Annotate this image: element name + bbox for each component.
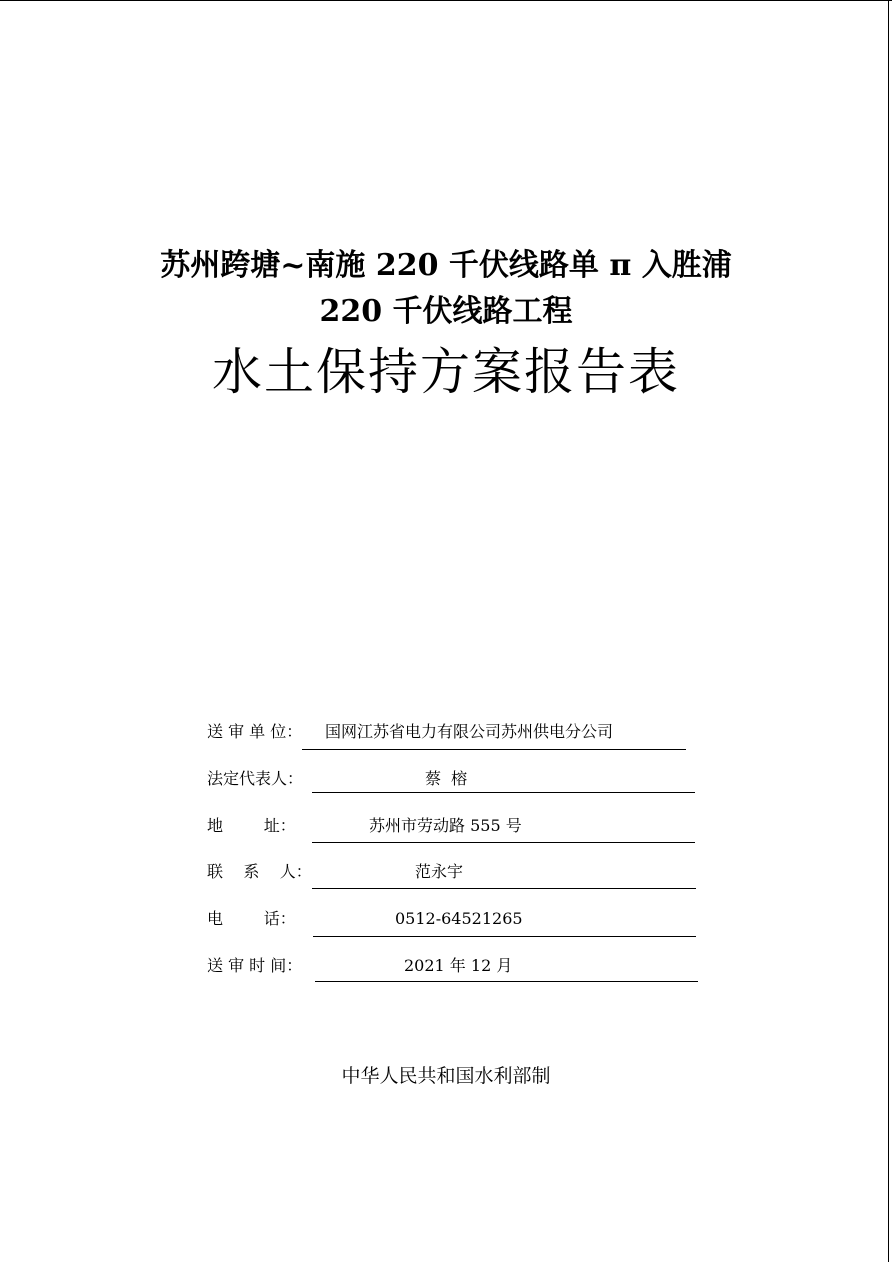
field-label: 联 系 人： bbox=[207, 862, 312, 881]
field-underline bbox=[312, 842, 695, 843]
field-underline bbox=[312, 792, 695, 793]
report-title: 水土保持方案报告表 bbox=[212, 343, 680, 401]
field-value-telephone: 0512-64521265 bbox=[395, 909, 523, 928]
issuer-footer: 中华人民共和国水利部制 bbox=[341, 1065, 551, 1087]
field-value-legal-representative: 蔡 榕 bbox=[425, 769, 468, 788]
field-value-submitting-unit: 国网江苏省电力有限公司苏州供电分公司 bbox=[325, 722, 614, 741]
field-label: 送 审 时 间： bbox=[207, 956, 303, 975]
field-value-submission-date: 2021 年 12 月 bbox=[404, 956, 513, 975]
project-title-line-1: 苏州跨塘~南施 220 千伏线路单 π 入胜浦 bbox=[160, 248, 732, 283]
field-label: 电 话： bbox=[207, 909, 296, 928]
field-label: 送 审 单 位： bbox=[207, 722, 303, 741]
field-label: 法定代表人： bbox=[207, 769, 304, 788]
field-underline bbox=[312, 888, 696, 889]
field-underline bbox=[313, 936, 696, 937]
project-title-line-2: 220 千伏线路工程 bbox=[319, 294, 573, 329]
field-underline bbox=[315, 981, 698, 982]
field-value-address: 苏州市劳动路 555 号 bbox=[369, 816, 522, 835]
field-underline bbox=[302, 749, 686, 750]
field-value-contact-person: 范永宇 bbox=[415, 862, 464, 881]
page-top-border bbox=[0, 0, 892, 1]
field-label: 地 址： bbox=[207, 816, 296, 835]
